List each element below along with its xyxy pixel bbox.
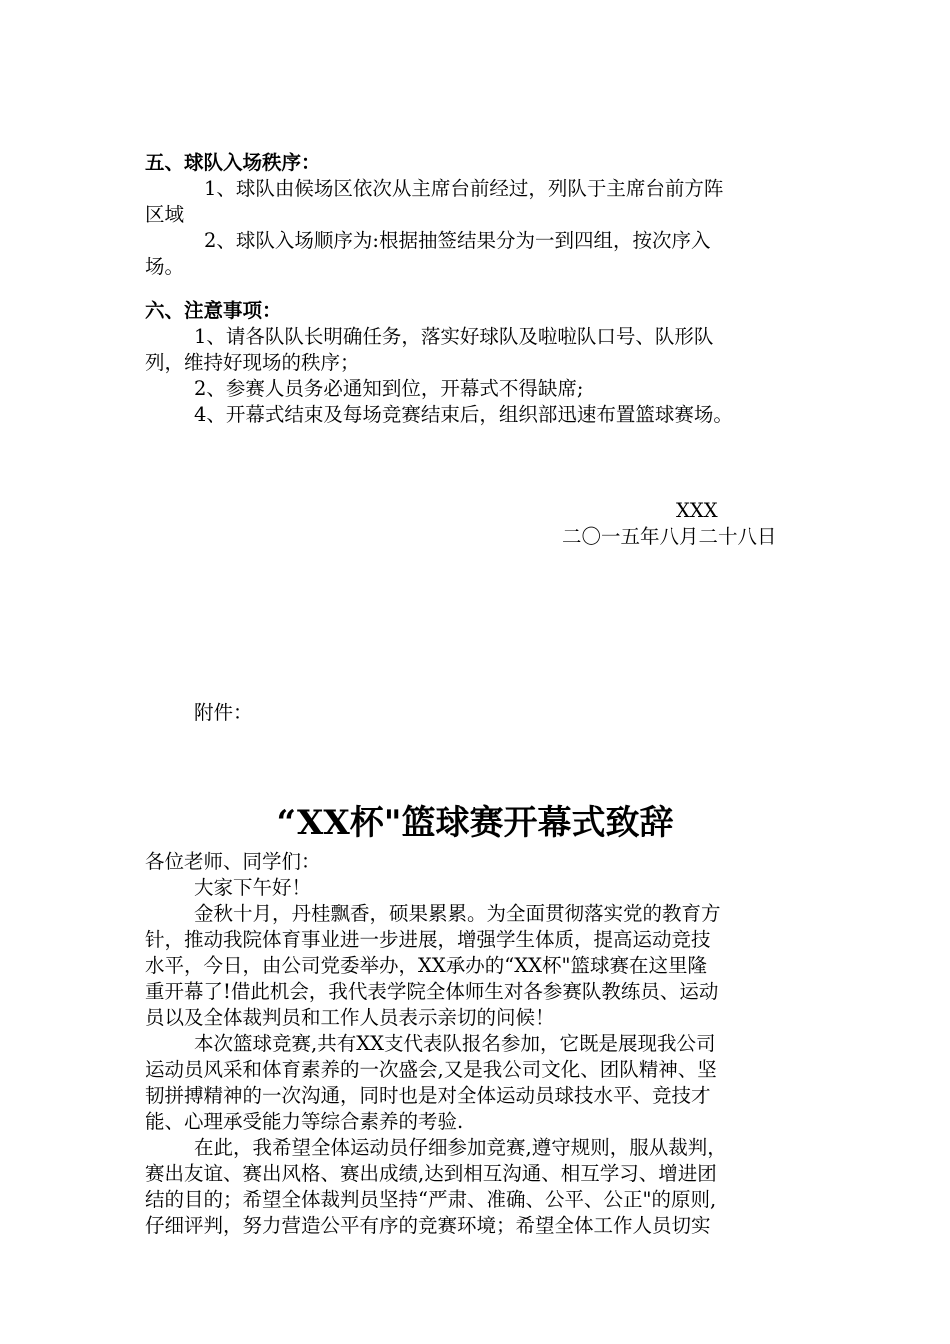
section5-item1-line2: 区域: [145, 203, 185, 226]
section5-heading: 五、球队入场秩序：: [145, 151, 321, 174]
speech-line: 能、心理承受能力等综合素养的考验.: [145, 1110, 464, 1133]
section6-item4: 4、开幕式结束及每场竞赛结束后，组织部迅速布置篮球赛场。: [194, 403, 733, 426]
speech-line: 本次篮球竞赛,共有XX支代表队报名参加，它既是展现我公司: [194, 1032, 716, 1055]
speech-title: “XX杯"篮球赛开幕式致辞: [276, 803, 674, 843]
speech-line: 金秋十月，丹桂飘香，硕果累累。为全面贯彻落实党的教育方: [194, 902, 721, 925]
speech-line: 水平，今日，由公司党委举办，XX承办的“XX杯"篮球赛在这里隆: [145, 954, 707, 977]
section5-item1-line1: 1、球队由候场区依次从主席台前经过，列队于主席台前方阵: [204, 177, 724, 200]
speech-line: 重开幕了!借此机会，我代表学院全体师生对各参赛队教练员、运动: [145, 980, 719, 1003]
speech-line: 韧拼搏精神的一次沟通，同时也是对全体运动员球技水平、竞技才: [145, 1084, 711, 1107]
section6-item1-line2: 列，维持好现场的秩序；: [145, 351, 360, 374]
signature-name: XXX: [676, 499, 718, 522]
speech-line: 仔细评判，努力营造公平有序的竞赛环境；希望全体工作人员切实: [145, 1214, 711, 1237]
section6-item1-line1: 1、请各队队长明确任务，落实好球队及啦啦队口号、队形队: [194, 325, 714, 348]
speech-line: 赛出友谊、赛出风格、赛出成绩,达到相互沟通、相互学习、增进团: [145, 1162, 717, 1185]
signature-date: 二〇一五年八月二十八日: [562, 525, 777, 548]
section5-item2-line2: 场。: [145, 255, 185, 278]
speech-line: 针，推动我院体育事业进一步进展，增强学生体质，提高运动竞技: [145, 928, 711, 951]
section6-item2: 2、参赛人员务必通知到位，开幕式不得缺席;: [194, 377, 584, 400]
speech-line: 各位老师、同学们：: [145, 850, 321, 873]
speech-line: 在此，我希望全体运动员仔细参加竞赛,遵守规则，服从裁判，: [194, 1136, 727, 1159]
attachment-label: 附件：: [194, 701, 253, 724]
speech-line: 员以及全体裁判员和工作人员表示亲切的问候！: [145, 1006, 555, 1029]
section5-item2-line1: 2、球队入场顺序为:根据抽签结果分为一到四组，按次序入: [204, 229, 711, 252]
speech-line: 结的目的；希望全体裁判员坚持“严肃、准确、公平、公正"的原则,: [145, 1188, 717, 1211]
section6-heading: 六、注意事项：: [145, 299, 282, 322]
speech-line: 大家下午好！: [194, 876, 312, 899]
speech-line: 运动员风采和体育素养的一次盛会,又是我公司文化、团队精神、坚: [145, 1058, 717, 1081]
